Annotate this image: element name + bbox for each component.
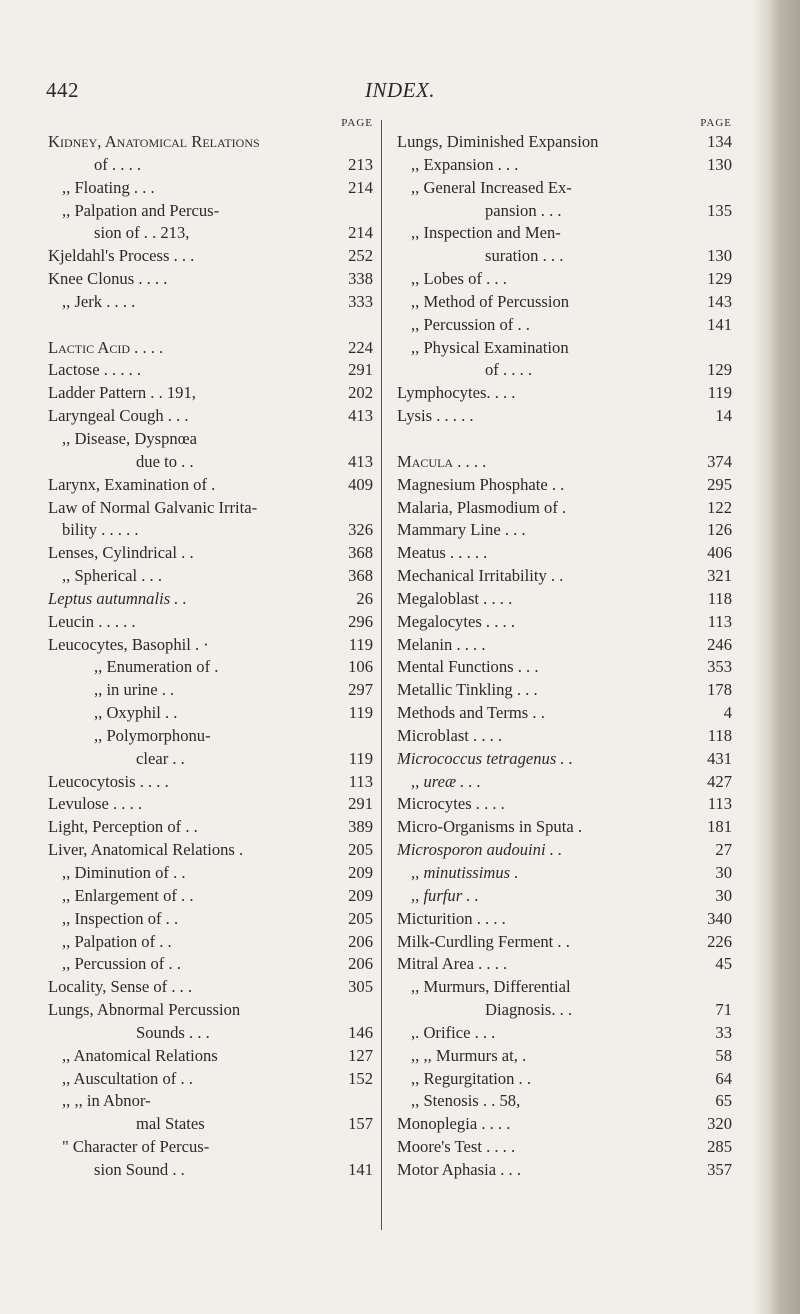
index-entry: [48, 702, 373, 725]
index-entry-page: 14: [715, 406, 732, 426]
index-entry: [48, 748, 373, 771]
index-entry-page: 126: [707, 520, 732, 540]
index-entry: [48, 1068, 373, 1091]
index-entry-page: 206: [348, 931, 373, 951]
index-entry: [48, 1136, 373, 1159]
index-entry-term: ,, Lobes of . . .: [411, 269, 507, 289]
index-entry: [48, 565, 373, 588]
index-entry-term: Megalocytes . . . .: [397, 611, 515, 631]
index-entry: [48, 1159, 373, 1182]
index-entry: [397, 908, 732, 931]
index-entry-term: ,, Palpation of . .: [62, 931, 172, 951]
index-entry: [397, 999, 732, 1022]
index-entry-page: 146: [348, 1022, 373, 1042]
index-entry-term: Megaloblast . . . .: [397, 588, 513, 608]
index-entry: [397, 611, 732, 634]
column-divider: [381, 120, 382, 1230]
index-entry-term: Microsporon audouini . .: [397, 840, 563, 860]
index-entry: [48, 999, 373, 1022]
index-entry: [48, 656, 373, 679]
index-entry-page: 338: [348, 269, 373, 289]
index-entry-page: 113: [348, 771, 373, 791]
index-entry: [48, 931, 373, 954]
index-entry: [397, 428, 732, 451]
index-entry-term: Meatus . . . . .: [397, 543, 488, 563]
index-entry: [397, 656, 732, 679]
index-entry: [397, 1113, 732, 1136]
index-entry-page: 209: [348, 863, 373, 882]
index-entry: [48, 154, 373, 177]
index-entry: [48, 245, 373, 268]
index-entry: [48, 862, 373, 885]
index-entry-term: ,, Enlargement of . .: [62, 885, 194, 905]
index-entry-page: 113: [707, 611, 732, 631]
index-entry: [397, 451, 732, 474]
index-entry-term: Macula . . . .: [397, 451, 487, 471]
index-entry-page: 326: [348, 520, 373, 540]
index-entry-page: 119: [707, 383, 732, 403]
index-entry-page: 122: [707, 497, 732, 517]
index-entry-term: Leucocytes, Basophil . ·: [48, 634, 209, 654]
index-entry-page: 368: [348, 543, 373, 563]
index-entry-page: 26: [356, 588, 373, 608]
index-entry-term: ,, Anatomical Relations: [62, 1045, 218, 1065]
index-entry: [48, 131, 373, 154]
index-entry-term: ,, Palpation and Percus-: [62, 200, 220, 220]
index-entry: [397, 565, 732, 588]
index-entry-page: 205: [348, 840, 373, 860]
index-entry-page: 157: [348, 1114, 373, 1134]
index-entry: [48, 268, 373, 291]
index-entry: [48, 908, 373, 931]
index-entry: [397, 245, 732, 268]
page-title: INDEX.: [364, 78, 436, 102]
index-entry-term: Lungs, Abnormal Percussion: [48, 1000, 241, 1020]
index-entry-term: Mammary Line . . .: [397, 520, 526, 540]
index-entry-term: ,, ,, Murmurs at, .: [411, 1045, 527, 1065]
index-entry-term: Micrococcus tetragenus . .: [397, 748, 573, 768]
index-entry: [397, 222, 732, 245]
index-entry-page: 206: [348, 954, 373, 974]
index-entry-term: " Character of Percus-: [62, 1137, 210, 1157]
index-entry-term: Mitral Area . . . .: [397, 954, 508, 974]
index-entry-page: 291: [348, 360, 373, 380]
index-entry: [397, 1045, 732, 1068]
index-entry-term: Lactic Acid . . . .: [48, 337, 164, 357]
index-entry-page: 406: [707, 543, 732, 563]
page-number: 442: [46, 78, 79, 102]
index-entry-page: 119: [348, 748, 373, 768]
index-entry-page: 291: [348, 794, 373, 814]
index-entry: [397, 702, 732, 725]
index-entry-page: 431: [707, 748, 732, 768]
index-entry-term: clear . .: [136, 748, 185, 768]
index-entry: [48, 177, 373, 200]
index-entry-term: ,, Spherical . . .: [62, 566, 163, 586]
index-entry-term: Knee Clonus . . . .: [48, 269, 168, 289]
index-entry-page: 143: [707, 291, 732, 311]
index-entry-term: ,, General Increased Ex-: [411, 177, 572, 197]
index-entry-term: ,, Expansion . . .: [411, 154, 519, 174]
index-entry-page: 127: [348, 1045, 373, 1065]
index-entry-page: 214: [348, 223, 373, 243]
index-entry-page: 389: [348, 817, 373, 837]
index-entry-term: Moore's Test . . . .: [397, 1137, 516, 1157]
index-entry: [397, 542, 732, 565]
index-entry-page: 30: [715, 885, 732, 905]
index-entry-term: ,. Orifice . . .: [411, 1022, 496, 1042]
index-entry-term: ,, Percussion of . .: [411, 314, 530, 334]
index-entry-term: sion of . . 213,: [94, 223, 190, 243]
index-entry: [48, 382, 373, 405]
index-entry: [48, 634, 373, 657]
index-entry-page: 106: [348, 657, 373, 677]
index-entry-page: 246: [707, 634, 732, 654]
index-entry: [397, 588, 732, 611]
index-entry-page: 214: [348, 177, 373, 197]
index-entry-page: 141: [348, 1159, 373, 1179]
index-entry: [397, 131, 732, 154]
index-entry-term: Locality, Sense of . . .: [48, 977, 193, 997]
index-entry-page: 135: [707, 200, 732, 220]
index-entry: [397, 1136, 732, 1159]
index-column-left: [48, 115, 373, 1182]
index-entry-page: 129: [707, 360, 732, 380]
index-entry-term: ,, Physical Examination: [411, 337, 569, 357]
index-entry: [397, 793, 732, 816]
index-entry-term: Microblast . . . .: [397, 725, 503, 745]
index-entry: [397, 839, 732, 862]
index-entry-term: Leucocytosis . . . .: [48, 771, 169, 791]
index-entry-term: bility . . . . .: [62, 520, 139, 540]
index-entry-page: 340: [707, 908, 732, 928]
index-entry-page: 409: [348, 474, 373, 494]
page-column-label: PAGE: [341, 117, 373, 129]
index-column-right: [397, 115, 732, 1182]
index-entry-page: 427: [707, 771, 732, 791]
index-entry-page: 130: [707, 246, 732, 266]
index-entry: [48, 405, 373, 428]
index-entry: [397, 1159, 732, 1182]
index-entry: [397, 497, 732, 520]
index-entry-term: Leucin . . . . .: [48, 611, 136, 631]
index-entry: [48, 1090, 373, 1113]
index-entry-term: ,, Polymorphonu-: [94, 725, 211, 745]
index-entry-page: 113: [707, 794, 732, 814]
index-entry: [397, 314, 732, 337]
index-entry: [48, 497, 373, 520]
index-entry: [397, 154, 732, 177]
index-entry-page: 252: [348, 246, 373, 266]
index-entry-term: of . . . .: [485, 360, 533, 380]
index-entry: [48, 793, 373, 816]
index-entry-page: 213: [348, 154, 373, 174]
index-entry-page: 45: [715, 954, 732, 974]
index-entry: [397, 1022, 732, 1045]
index-entry-term: Mental Functions . . .: [397, 657, 539, 677]
index-entry-page: 413: [348, 406, 373, 426]
index-entry-term: suration . . .: [485, 246, 564, 266]
index-entry-page: 129: [707, 269, 732, 289]
index-entry: [48, 337, 373, 360]
index-entry: [397, 725, 732, 748]
index-entry-page: 285: [707, 1137, 732, 1157]
index-entry-term: Lysis . . . . .: [397, 406, 474, 426]
index-entry-page: 152: [348, 1068, 373, 1088]
index-entry: [397, 519, 732, 542]
index-entry-term: Lenses, Cylindrical . .: [48, 543, 194, 563]
index-entry-term: Liver, Anatomical Relations .: [48, 840, 244, 860]
index-entry: [397, 291, 732, 314]
index-entry-page: 321: [707, 566, 732, 586]
index-entry-term: sion Sound . .: [94, 1159, 185, 1179]
index-entry-term: ,, ,, in Abnor-: [62, 1091, 151, 1111]
index-entry-page: 58: [715, 1045, 732, 1065]
index-entry: [48, 451, 373, 474]
index-entry-term: ,, Regurgitation . .: [411, 1068, 531, 1088]
index-entry: [397, 634, 732, 657]
index-entry-page: 333: [348, 291, 373, 311]
index-entry-term: Sounds . . .: [136, 1022, 210, 1042]
index-entry: [48, 839, 373, 862]
index-entry-term: Larynx, Examination of .: [48, 474, 216, 494]
index-entry-term: Metallic Tinkling . . .: [397, 680, 538, 700]
index-entry-term: Methods and Terms . .: [397, 703, 545, 723]
index-entry-page: 353: [707, 657, 732, 677]
index-entry-page: 295: [707, 474, 732, 494]
index-entry-term: Malaria, Plasmodium of .: [397, 497, 567, 517]
index-entry-term: Melanin . . . .: [397, 634, 486, 654]
index-entry-term: Kidney, Anatomical Relations: [48, 132, 260, 151]
index-entry-term: Microcytes . . . .: [397, 794, 505, 814]
index-entry-page: 305: [348, 977, 373, 997]
index-entry-page: 357: [707, 1159, 732, 1179]
index-entry-term: ,, Jerk . . . .: [62, 291, 136, 311]
index-entry: [397, 1068, 732, 1091]
index-entry-term: ,, Diminution of . .: [62, 863, 186, 882]
index-entry-page: 202: [348, 383, 373, 403]
page-column-label: PAGE: [700, 117, 732, 129]
index-entry-page: 413: [348, 451, 373, 471]
index-entry: [48, 1022, 373, 1045]
index-entry-page: 119: [348, 703, 373, 723]
index-entry: [397, 200, 732, 223]
index-entry-term: ,, Inspection and Men-: [411, 223, 561, 243]
index-entry: [48, 314, 373, 337]
index-entry-term: ,, Enumeration of .: [94, 657, 219, 677]
index-entry-page: 118: [707, 588, 732, 608]
index-entry: [48, 1045, 373, 1068]
index-entry: [48, 679, 373, 702]
index-entry-term: ,, Method of Percussion: [411, 291, 570, 311]
index-entry: [48, 542, 373, 565]
index-entry: [397, 953, 732, 976]
index-entry-term: Law of Normal Galvanic Irrita-: [48, 497, 258, 517]
index-entry: [48, 291, 373, 314]
index-entry-page: 209: [348, 885, 373, 905]
index-entry-page: 297: [348, 680, 373, 700]
index-entry-page: 368: [348, 566, 373, 586]
index-entry-term: Micturition . . . .: [397, 908, 506, 928]
index-entry: [48, 611, 373, 634]
index-entry: [48, 428, 373, 451]
index-entry-term: ,, Disease, Dyspnœa: [62, 428, 198, 448]
index-entry-term: ,, Floating . . .: [62, 177, 155, 197]
index-entry-term: Levulose . . . .: [48, 794, 143, 814]
index-entry-page: 141: [707, 314, 732, 334]
index-entry-term: ,, Percussion of . .: [62, 954, 181, 974]
index-entry-term: ,, Auscultation of . .: [62, 1068, 193, 1088]
index-entry: [397, 474, 732, 497]
index-entry-term: Monoplegia . . . .: [397, 1114, 511, 1134]
index-entry-page: 296: [348, 611, 373, 631]
index-entry-term: ,, Murmurs, Differential: [411, 977, 571, 997]
index-entry: [48, 474, 373, 497]
index-entry-page: 4: [723, 703, 732, 723]
index-entry: [48, 222, 373, 245]
index-entry: [397, 885, 732, 908]
index-entry-term: ,, minutissimus .: [411, 863, 519, 882]
index-entry: [48, 1113, 373, 1136]
index-entry-page: 118: [707, 725, 732, 745]
index-entry: [48, 953, 373, 976]
index-entry-term: pansion . . .: [485, 200, 562, 220]
index-entry-term: ,, in urine . .: [94, 680, 175, 700]
index-entry: [397, 862, 732, 885]
index-entry-term: Motor Aphasia . . .: [397, 1159, 521, 1179]
index-entry: [397, 1090, 732, 1113]
index-entry-term: Diagnosis. . .: [485, 1000, 573, 1020]
index-entry: [48, 725, 373, 748]
index-entry: [48, 816, 373, 839]
index-entry-term: mal States: [136, 1114, 205, 1134]
index-entry-term: due to . .: [136, 451, 194, 471]
index-entry-page: 178: [707, 680, 732, 700]
index-entry-page: 134: [707, 132, 732, 151]
index-entry-page: 224: [348, 337, 373, 357]
index-entry-term: Magnesium Phosphate . .: [397, 474, 565, 494]
index-entry-term: ,, Inspection of . .: [62, 908, 179, 928]
index-entry-page: 205: [348, 908, 373, 928]
index-entry-page: 320: [707, 1114, 732, 1134]
index-entry-term: ,, Stenosis . . 58,: [411, 1091, 521, 1111]
index-entry-page: 65: [715, 1091, 732, 1111]
index-entry-page: 181: [707, 817, 732, 837]
index-entry-term: Leptus autumnalis . .: [48, 588, 187, 608]
index-entry-term: Lymphocytes. . . .: [397, 383, 516, 403]
index-entry: [397, 976, 732, 999]
index-entry: [397, 931, 732, 954]
index-entry: [48, 519, 373, 542]
index-entry: [48, 200, 373, 223]
index-entry-page: 71: [715, 1000, 732, 1020]
index-entry-page: 27: [715, 840, 732, 860]
index-entry-term: Ladder Pattern . . 191,: [48, 383, 196, 403]
index-entry-term: ,, Oxyphil . .: [94, 703, 178, 723]
index-entry-term: Laryngeal Cough . . .: [48, 406, 189, 426]
index-entry-term: Kjeldahl's Process . . .: [48, 246, 195, 266]
index-entry: [397, 337, 732, 360]
page-edge-shadow: [752, 0, 800, 1314]
index-entry-term: Light, Perception of . .: [48, 817, 198, 837]
index-entry: [397, 748, 732, 771]
index-entry: [48, 588, 373, 611]
index-entry-term: Mechanical Irritability . .: [397, 566, 564, 586]
index-entry-page: 119: [348, 634, 373, 654]
index-entry-page: 30: [715, 863, 732, 882]
index-entry-page: 33: [715, 1022, 732, 1042]
index-entry: [397, 816, 732, 839]
index-entry-page: 64: [715, 1068, 732, 1088]
index-entry: [397, 679, 732, 702]
index-entry-term: Milk-Curdling Ferment . .: [397, 931, 570, 951]
index-entry-term: of . . . .: [94, 154, 142, 174]
index-entry-term: ,, ureæ . . .: [411, 771, 481, 791]
index-entry-page: 130: [707, 154, 732, 174]
index-entry: [397, 177, 732, 200]
index-entry-page: 226: [707, 931, 732, 951]
index-entry: [397, 382, 732, 405]
index-entry: [48, 359, 373, 382]
index-entry-term: Lactose . . . . .: [48, 360, 142, 380]
index-entry-page: 374: [707, 451, 732, 471]
index-entry-term: Lungs, Diminished Expansion: [397, 132, 599, 151]
index-entry: [48, 976, 373, 999]
index-entry: [48, 771, 373, 794]
index-entry: [397, 405, 732, 428]
index-entry-term: ,, furfur . .: [411, 885, 479, 905]
index-entry: [397, 359, 732, 382]
index-entry-term: Micro-Organisms in Sputa .: [397, 817, 582, 837]
index-entry: [397, 771, 732, 794]
index-entry: [397, 268, 732, 291]
index-entry: [48, 885, 373, 908]
